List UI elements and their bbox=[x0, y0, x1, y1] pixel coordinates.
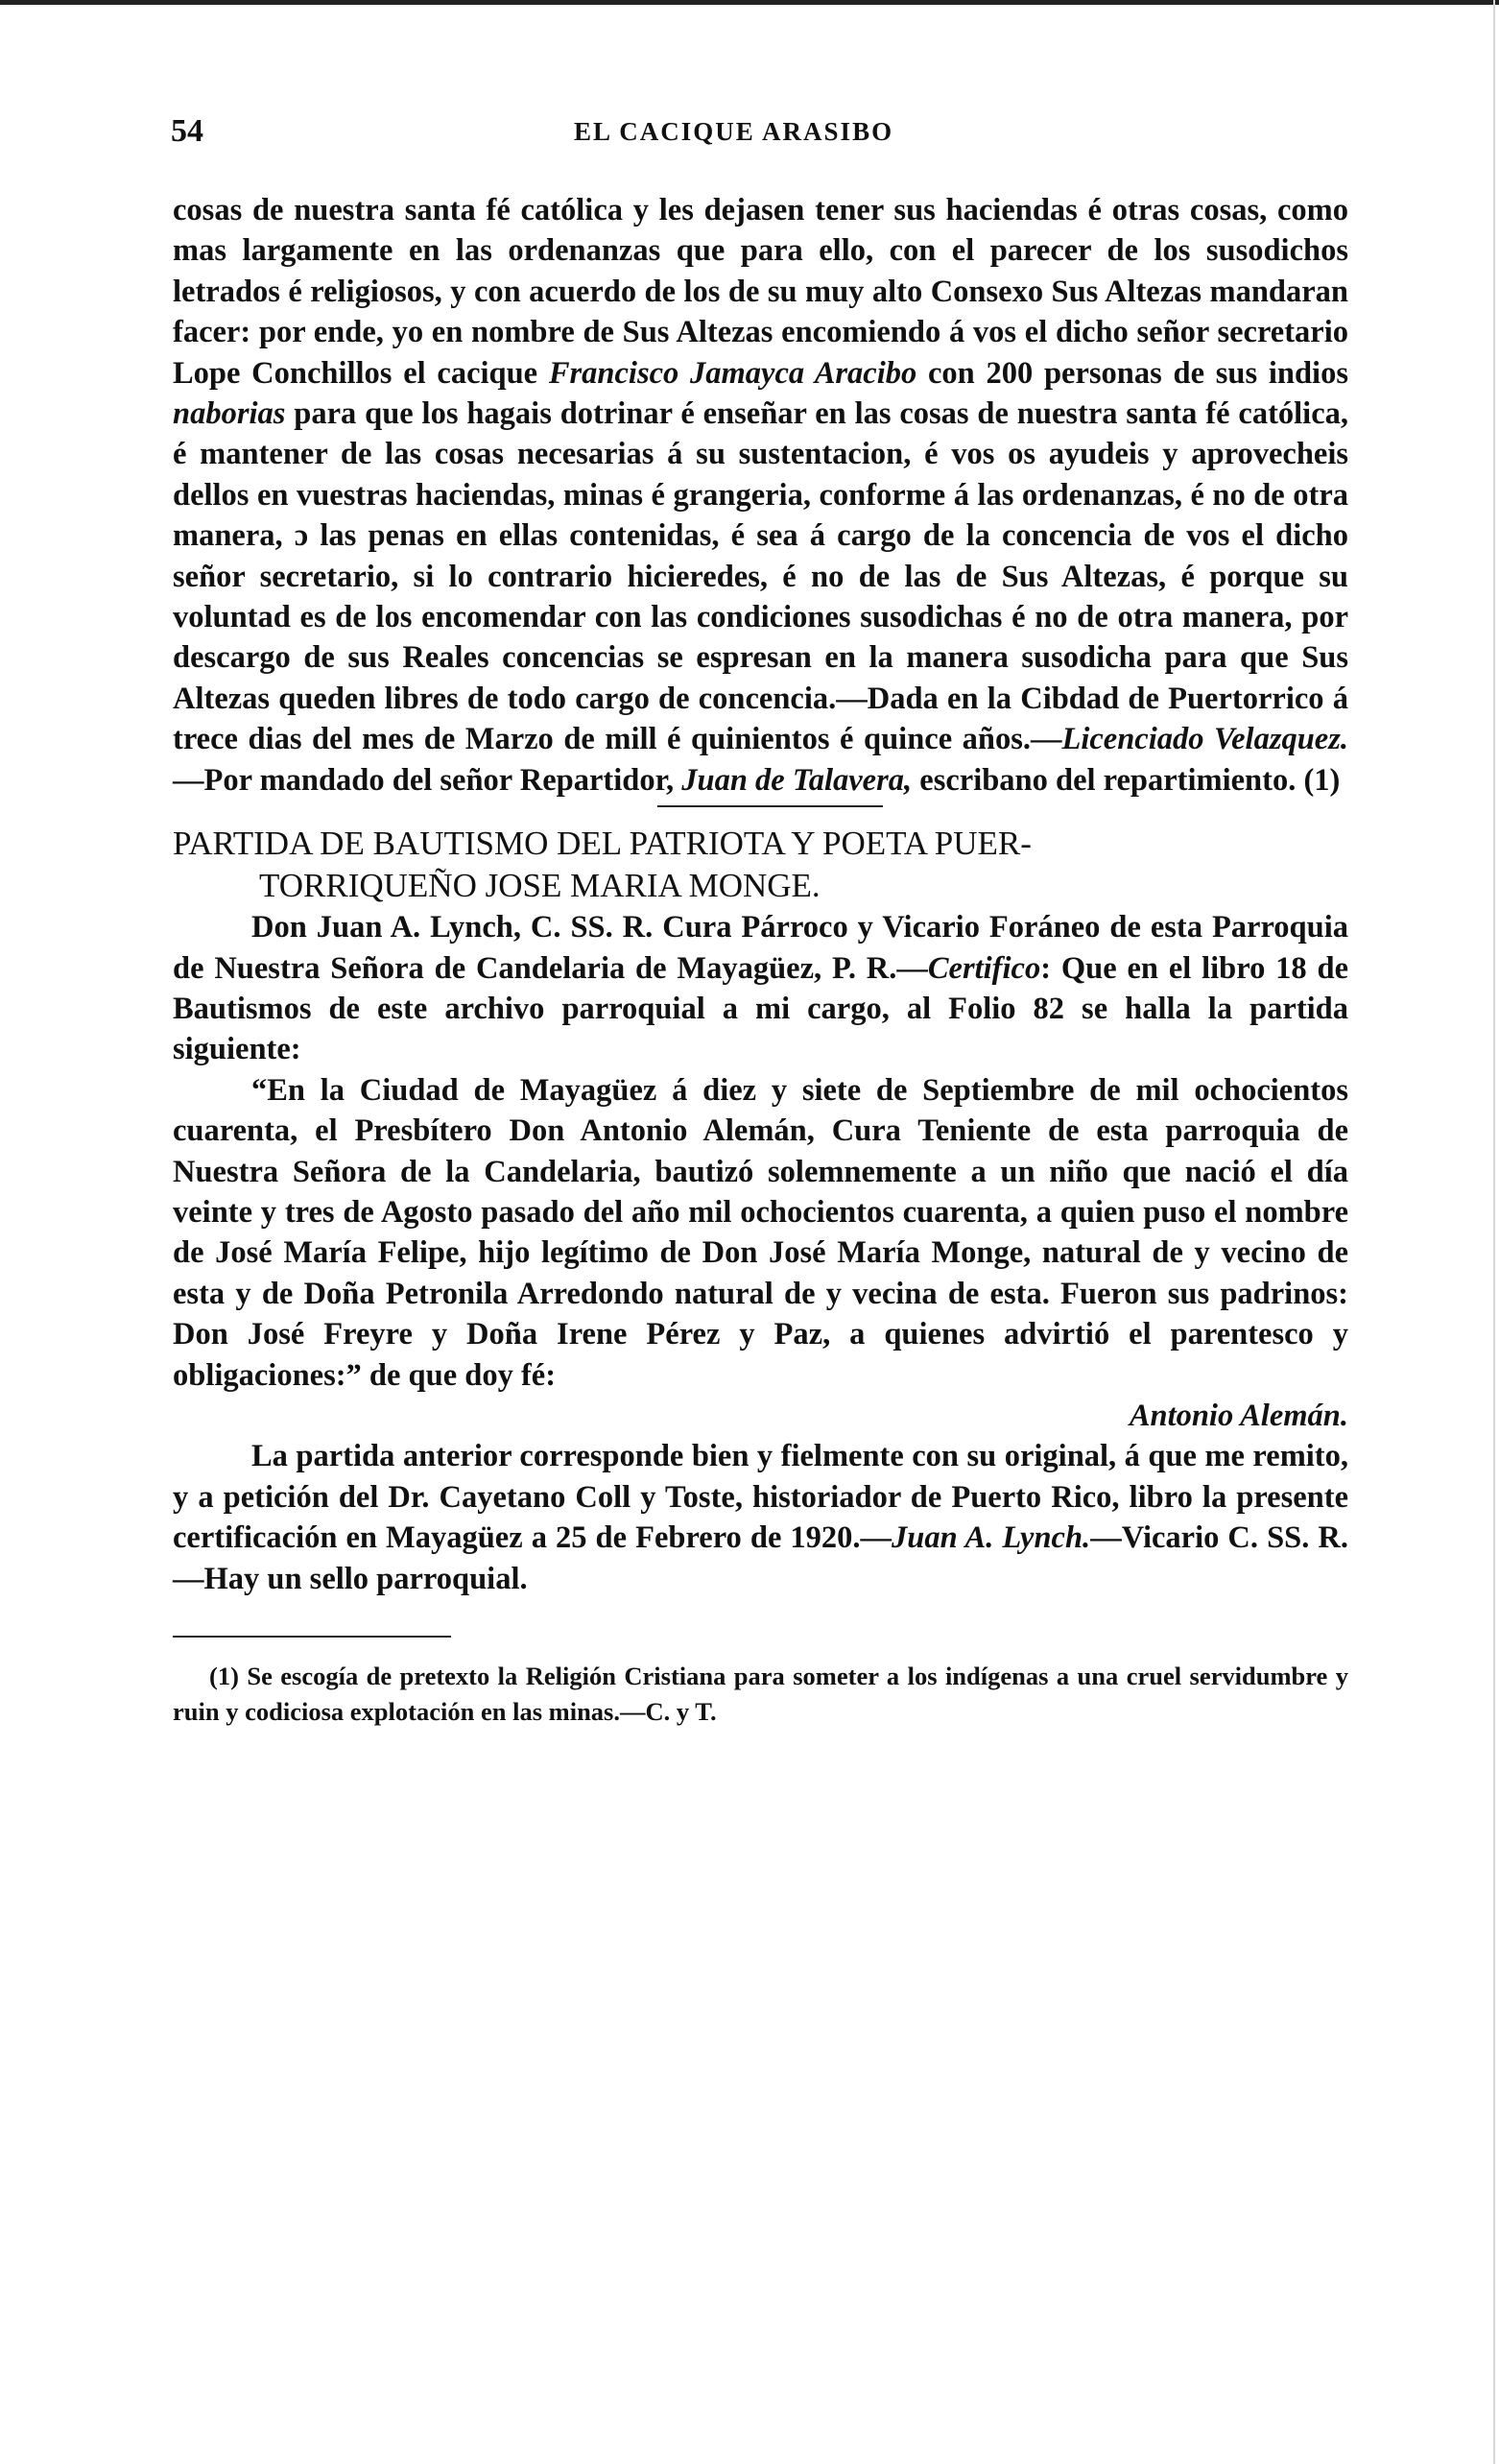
footnote: (1) Se escogía de pretexto la Religión Cristiana para someter a los indígenas a una cruel servidumbre y ruin y codiciosa explotación en las minas.—C. y T. bbox=[173, 1662, 1348, 1726]
section-heading bbox=[173, 823, 1348, 907]
lynch-signature: Juan A. Lynch. bbox=[892, 1520, 1091, 1556]
licenciado-signature: Licenciado Velazquez. bbox=[1061, 722, 1348, 757]
cacique-name: Francisco Jamayca Aracibo bbox=[548, 355, 917, 391]
heading-line-1: PARTIDA DE BAUTISMO DEL PATRIOTA Y POETA PUER- bbox=[173, 825, 1032, 863]
page-content bbox=[173, 190, 1348, 1730]
escribano-name: Juan de Talavera, bbox=[681, 762, 913, 798]
paragraph-certification: Don Juan A. Lynch, C. SS. R. Cura Párroco y Vicario Foráneo de esta Parroquia de Nuestra Señora de Candelaria de Mayagüez, P. R.—Certifico: Que en el libro 18 de Bautismos de este archivo parroquial a mi cargo, al Folio 82 se halla la partida siguiente: bbox=[173, 910, 1348, 1067]
paragraph-attestation: La partida anterior corresponde bien y fielmente con su original, á que me remito, y a petición del Dr. Cayetano Coll y Toste, historiador de Puerto Rico, libro la presente certificación en Mayagüez a 25 de Febrero de 1920.—Juan A. Lynch.—Vicario C. SS. R.—Hay un sello parroquial. bbox=[173, 1439, 1348, 1596]
page-number: 54 bbox=[171, 113, 203, 149]
heading-line-2: TORRIQUEÑO JOSE MARIA MONGE. bbox=[259, 867, 821, 905]
running-header bbox=[171, 113, 1346, 159]
paragraph-baptism-record: “En la Ciudad de Mayagüez á diez y siete de Septiembre de mil ochocientos cuarenta, el Presbítero Don Antonio Alemán, Cura Teniente de esta parroquia de Nuestra Señora de la Candelaria, bautizó solemnemente a un niño que nació el día veinte y tres de Agosto pasado del año mil ochocientos cuarenta, a quien puso el nombre de José María Felipe, hijo legítimo de Don José María Monge, natural de y vecino de esta y de Doña Petronila Arredondo natural de y vecina de esta. Fueron sus padrinos: Don José Freyre y Doña Irene Pérez y Paz, a quienes advirtió el parentesco y obligaciones:” de que doy fé: bbox=[173, 1072, 1348, 1393]
certifico-term: Certifico bbox=[927, 950, 1041, 986]
footnote-divider-rule bbox=[173, 1636, 451, 1638]
paragraph-encomienda: cosas de nuestra santa fé católica y les dejasen tener sus haciendas é otras cosas, como mas largamente en las ordenanzas que para ello, con el parecer de los susodichos letrados é religiosos, y con acuerdo de los de su muy alto Consexo Sus Altezas mandaran facer: por ende, yo en nombre de Sus Altezas encomiendo á vos el dicho señor secretario Lope Conchillos el cacique Francisco Jamayca Aracibo con 200 personas de sus indios naborias para que los hagais dotrinar é enseñar en las cosas de nuestra santa fé católica, é mantener de las cosas necesarias á su sustentacion, é vos os ayudeis y aprovecheis dellos en vuestras haciendas, minas é grangeria, conforme á las ordenanzas, é no de otra manera, ɔ las penas en ellas contenidas, é sea á cargo de la concencia de vos el dicho señor secretario, si lo contrario hicieredes, é no de las de Sus Altezas, é porque su voluntad es de los encomendar con las condiciones susodichas é no de otra manera, por descargo de sus Reales concencias se espresan en la manera susodicha para que Sus Altezas queden libres de todo cargo de concencia.—Dada en la Cibdad de Puertorrico á trece dias del mes de Marzo de mill é quinientos é quince años.—Licenciado Velazquez.—Por mandado del señor Repartidor, Juan de Talavera, escribano del repartimiento. (1) bbox=[173, 193, 1348, 798]
naborias-term: naborias bbox=[173, 396, 286, 432]
right-edge-rule bbox=[1493, 0, 1495, 2464]
top-border-rule bbox=[0, 0, 1499, 5]
running-title: EL CACIQUE ARASIBO bbox=[574, 117, 894, 146]
section-divider-rule bbox=[657, 805, 883, 807]
signature-antonio-aleman: Antonio Alemán. bbox=[1129, 1398, 1348, 1433]
